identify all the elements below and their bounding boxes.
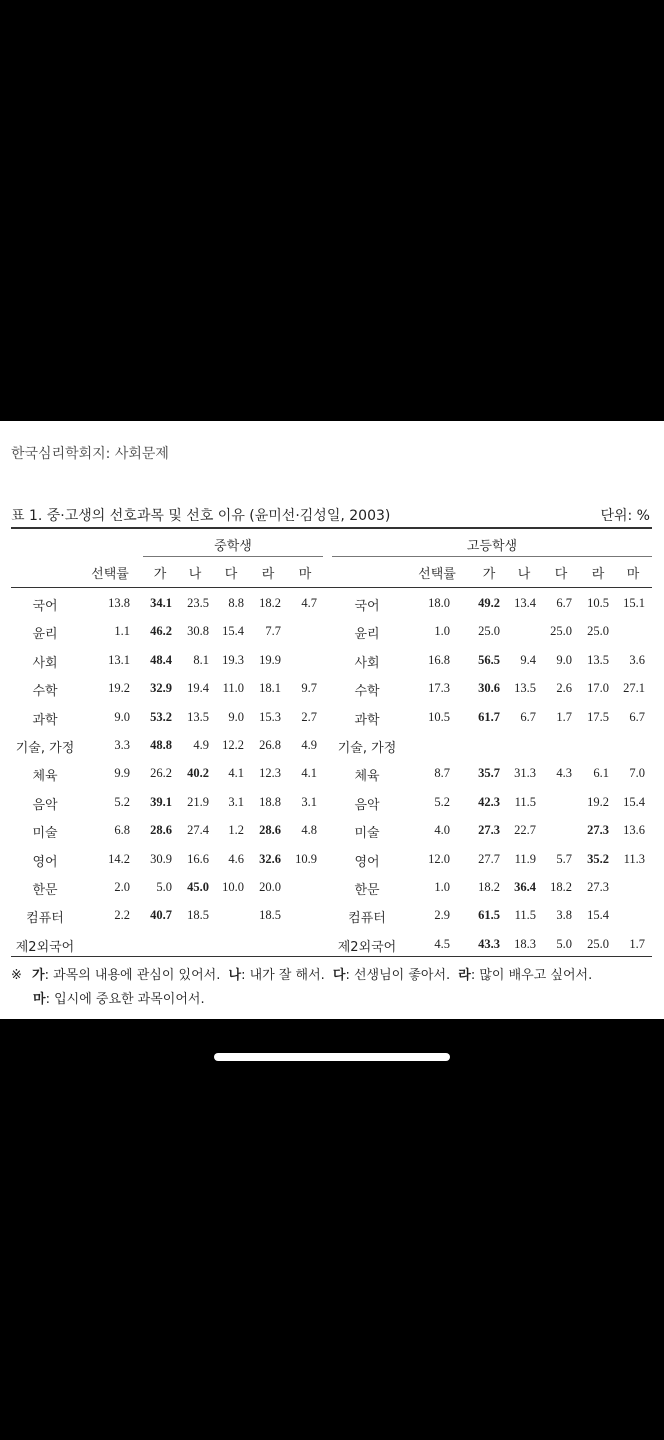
cell-middle: 4.7 <box>301 596 317 610</box>
legend-text-ma: : 입시에 중요한 과목이어서. <box>45 992 205 1007</box>
cell-high: 4.3 <box>556 766 572 781</box>
cell-high: 43.3 <box>478 936 500 951</box>
cell-high: 15.1 <box>623 596 645 610</box>
cell-middle: 18.5 <box>259 908 281 923</box>
cell-middle: 26.2 <box>150 766 172 781</box>
document-page <box>0 421 664 1019</box>
legend-key-ra: 라 <box>458 968 471 983</box>
cell-high: 6.7 <box>520 709 536 724</box>
row-subject-high: 수학 <box>354 684 380 700</box>
cell-high: 16.8 <box>428 652 450 667</box>
cell-high: 1.7 <box>629 936 645 951</box>
cell-middle: 46.2 <box>150 624 172 639</box>
cell-middle: 32.9 <box>150 681 172 696</box>
cell-middle: 12.2 <box>222 738 244 752</box>
col-header-high-0: 선택률 <box>418 567 456 582</box>
cell-high: 27.3 <box>587 880 609 894</box>
cell-middle: 1.2 <box>228 823 244 838</box>
cell-high: 17.5 <box>587 709 609 724</box>
cell-high: 2.9 <box>434 908 450 923</box>
col-header-middle-2: 나 <box>188 567 202 582</box>
row-subject-middle: 체육 <box>32 769 58 785</box>
col-header-high-3: 다 <box>554 567 568 582</box>
cell-high: 17.3 <box>428 681 450 696</box>
cell-middle: 1.1 <box>114 624 130 639</box>
cell-high: 49.2 <box>478 596 500 610</box>
cell-high: 9.0 <box>556 652 572 667</box>
cell-middle: 18.5 <box>187 908 209 923</box>
cell-middle: 4.8 <box>301 823 317 838</box>
col-header-high-5: 마 <box>626 567 640 582</box>
row-subject-middle: 사회 <box>32 655 58 671</box>
cell-high: 35.7 <box>478 766 500 781</box>
cell-middle: 14.2 <box>108 851 130 866</box>
legend-text-ra: : 많이 배우고 싶어서. <box>470 968 593 983</box>
home-indicator[interactable] <box>214 1053 450 1061</box>
cell-high: 35.2 <box>587 851 609 866</box>
cell-high: 10.5 <box>428 709 450 724</box>
cell-middle: 10.0 <box>222 880 244 894</box>
row-subject-high: 체육 <box>354 769 380 785</box>
cell-high: 30.6 <box>478 681 500 696</box>
cell-high: 11.9 <box>514 851 536 866</box>
cell-middle: 3.1 <box>228 794 244 809</box>
cell-middle: 5.2 <box>114 794 130 809</box>
row-subject-high: 음악 <box>354 797 380 813</box>
cell-middle: 4.6 <box>228 851 244 866</box>
cell-high: 17.0 <box>587 681 609 696</box>
cell-high: 25.0 <box>587 624 609 639</box>
header-rule <box>11 587 652 588</box>
col-header-middle-4: 라 <box>261 567 275 582</box>
row-subject-high: 과학 <box>354 712 380 728</box>
cell-high: 13.5 <box>514 681 536 696</box>
cell-middle: 5.0 <box>156 880 172 894</box>
col-header-middle-1: 가 <box>153 567 167 582</box>
cell-high: 10.5 <box>587 596 609 610</box>
legend-text-da: : 선생님이 좋아서. <box>345 968 451 983</box>
row-subject-high: 미술 <box>354 826 380 842</box>
legend-key-ga: 가 <box>32 968 45 983</box>
cell-high: 1.0 <box>434 880 450 894</box>
cell-middle: 18.1 <box>259 681 281 696</box>
row-subject-middle: 제2외국어 <box>15 939 75 955</box>
cell-high: 19.2 <box>587 794 609 809</box>
cell-high: 18.2 <box>550 880 572 894</box>
cell-middle: 8.1 <box>193 652 209 667</box>
row-subject-middle: 한문 <box>32 883 58 898</box>
legend-text-na: : 내가 잘 해서. <box>241 968 325 983</box>
cell-middle: 13.1 <box>108 652 130 667</box>
cell-high: 18.0 <box>428 596 450 610</box>
cell-middle: 15.3 <box>259 709 281 724</box>
cell-high: 5.0 <box>556 936 572 951</box>
cell-high: 27.1 <box>623 681 645 696</box>
col-header-middle-0: 선택률 <box>91 567 129 582</box>
row-subject-high: 한문 <box>354 883 380 898</box>
cell-middle: 32.6 <box>259 851 281 866</box>
col-header-middle-3: 다 <box>224 567 238 582</box>
cell-middle: 26.8 <box>259 738 281 752</box>
cell-middle: 45.0 <box>187 880 209 894</box>
cell-high: 3.8 <box>556 908 572 923</box>
middle-group-rule <box>143 556 323 557</box>
cell-high: 2.6 <box>556 681 572 696</box>
cell-middle: 4.9 <box>301 738 317 752</box>
cell-middle: 13.5 <box>187 709 209 724</box>
cell-middle: 39.1 <box>150 794 172 809</box>
cell-high: 18.2 <box>478 880 500 894</box>
cell-middle: 28.6 <box>150 823 172 838</box>
cell-high: 27.3 <box>587 823 609 838</box>
cell-middle: 15.4 <box>222 624 244 639</box>
col-header-high-4: 라 <box>591 567 605 582</box>
row-subject-high: 기술, 가정 <box>337 741 397 756</box>
row-subject-middle: 과학 <box>32 712 58 728</box>
cell-high: 5.7 <box>556 851 572 866</box>
cell-middle: 6.8 <box>114 823 130 838</box>
row-subject-middle: 음악 <box>32 797 58 813</box>
cell-high: 7.0 <box>629 766 645 781</box>
group-header-high: 고등학생 <box>466 539 518 554</box>
cell-high: 6.7 <box>629 709 645 724</box>
cell-high: 12.0 <box>428 851 450 866</box>
row-subject-middle: 미술 <box>32 826 58 842</box>
cell-high: 9.4 <box>520 652 536 667</box>
cell-high: 6.1 <box>593 766 609 781</box>
cell-high: 6.7 <box>556 596 572 610</box>
group-header-middle: 중학생 <box>214 539 252 554</box>
col-header-middle-5: 마 <box>298 567 312 582</box>
row-subject-middle: 수학 <box>32 684 58 700</box>
row-subject-middle: 윤리 <box>32 627 58 643</box>
cell-middle: 18.2 <box>259 596 281 610</box>
cell-high: 15.4 <box>623 794 645 809</box>
legend-key-na: 나 <box>228 968 242 983</box>
cell-high: 1.0 <box>434 624 450 639</box>
row-subject-middle: 기술, 가정 <box>15 741 75 756</box>
journal-title: 한국심리학회지: 사회문제 <box>11 446 169 462</box>
col-header-high-1: 가 <box>482 567 496 582</box>
cell-middle: 4.1 <box>228 766 244 781</box>
cell-middle: 3.3 <box>114 738 130 752</box>
cell-high: 4.5 <box>434 936 450 951</box>
cell-high: 8.7 <box>434 766 450 781</box>
cell-middle: 48.8 <box>150 738 172 752</box>
cell-middle: 34.1 <box>150 596 172 610</box>
cell-middle: 48.4 <box>150 652 172 667</box>
cell-middle: 30.8 <box>187 624 209 639</box>
cell-middle: 3.1 <box>301 794 317 809</box>
legend-key-ma: 마 <box>33 992 46 1007</box>
cell-high: 18.3 <box>514 936 536 951</box>
cell-middle: 9.0 <box>114 709 130 724</box>
cell-high: 15.4 <box>587 908 609 923</box>
cell-high: 56.5 <box>478 652 500 667</box>
row-subject-middle: 영어 <box>32 854 58 870</box>
cell-middle: 9.9 <box>114 766 130 781</box>
cell-middle: 19.9 <box>259 652 281 667</box>
cell-high: 22.7 <box>514 823 536 838</box>
row-subject-high: 컴퓨터 <box>348 911 386 927</box>
cell-high: 27.7 <box>478 851 500 866</box>
cell-middle: 20.0 <box>259 880 281 894</box>
note-mark: ※ <box>11 968 22 983</box>
cell-middle: 30.9 <box>150 851 172 866</box>
cell-middle: 18.8 <box>259 794 281 809</box>
cell-middle: 10.9 <box>295 851 317 866</box>
cell-high: 31.3 <box>514 766 536 781</box>
cell-middle: 4.9 <box>193 738 209 752</box>
cell-middle: 53.2 <box>150 709 172 724</box>
cell-middle: 21.9 <box>187 794 209 809</box>
cell-middle: 13.8 <box>108 596 130 610</box>
row-subject-high: 윤리 <box>354 627 380 643</box>
cell-middle: 19.3 <box>222 652 244 667</box>
cell-high: 1.7 <box>556 709 572 724</box>
high-group-rule <box>332 556 652 557</box>
cell-middle: 9.7 <box>301 681 317 696</box>
table-bottom-rule <box>11 956 652 957</box>
legend-note-line-2 <box>33 988 205 1007</box>
row-subject-high: 영어 <box>354 854 380 870</box>
cell-high: 36.4 <box>514 880 536 894</box>
cell-high: 4.0 <box>434 823 450 838</box>
cell-high: 25.0 <box>478 624 500 639</box>
cell-high: 13.4 <box>514 596 536 610</box>
legend-key-da: 다 <box>332 968 346 983</box>
cell-high: 11.5 <box>514 794 536 809</box>
row-subject-high: 사회 <box>354 655 380 671</box>
cell-high: 3.6 <box>629 652 645 667</box>
cell-middle: 2.2 <box>114 908 130 923</box>
top-rule <box>11 527 652 529</box>
cell-middle: 40.2 <box>187 766 209 781</box>
cell-middle: 16.6 <box>187 851 209 866</box>
cell-high: 13.5 <box>587 652 609 667</box>
cell-high: 11.5 <box>514 908 536 923</box>
table-caption: 표 1. 중·고생의 선호과목 및 선호 이유 (윤미선·김성일, 2003) <box>11 508 391 524</box>
cell-middle: 27.4 <box>187 823 209 838</box>
row-subject-middle: 국어 <box>32 599 58 614</box>
cell-middle: 19.4 <box>187 681 209 696</box>
legend-note-line-1 <box>11 964 592 983</box>
cell-middle: 2.0 <box>114 880 130 894</box>
row-subject-high: 국어 <box>354 599 380 614</box>
cell-middle: 4.1 <box>301 766 317 781</box>
legend-text-ga: : 과목의 내용에 관심이 있어서. <box>44 968 221 983</box>
cell-high: 25.0 <box>587 936 609 951</box>
cell-high: 27.3 <box>478 823 500 838</box>
cell-middle: 28.6 <box>259 823 281 838</box>
cell-middle: 8.8 <box>228 596 244 610</box>
cell-high: 61.7 <box>478 709 500 724</box>
cell-high: 13.6 <box>623 823 645 838</box>
cell-high: 11.3 <box>623 851 645 866</box>
cell-middle: 9.0 <box>228 709 244 724</box>
unit-label: 단위: % <box>600 508 650 524</box>
cell-high: 61.5 <box>478 908 500 923</box>
cell-middle: 7.7 <box>265 624 281 639</box>
cell-middle: 23.5 <box>187 596 209 610</box>
cell-middle: 40.7 <box>150 908 172 923</box>
cell-middle: 19.2 <box>108 681 130 696</box>
cell-middle: 12.3 <box>259 766 281 781</box>
cell-high: 5.2 <box>434 794 450 809</box>
cell-high: 42.3 <box>478 794 500 809</box>
col-header-high-2: 나 <box>517 567 531 582</box>
row-subject-middle: 컴퓨터 <box>26 911 64 927</box>
row-subject-high: 제2외국어 <box>337 939 397 955</box>
cell-high: 25.0 <box>550 624 572 639</box>
cell-middle: 11.0 <box>222 681 244 696</box>
cell-middle: 2.7 <box>301 709 317 724</box>
